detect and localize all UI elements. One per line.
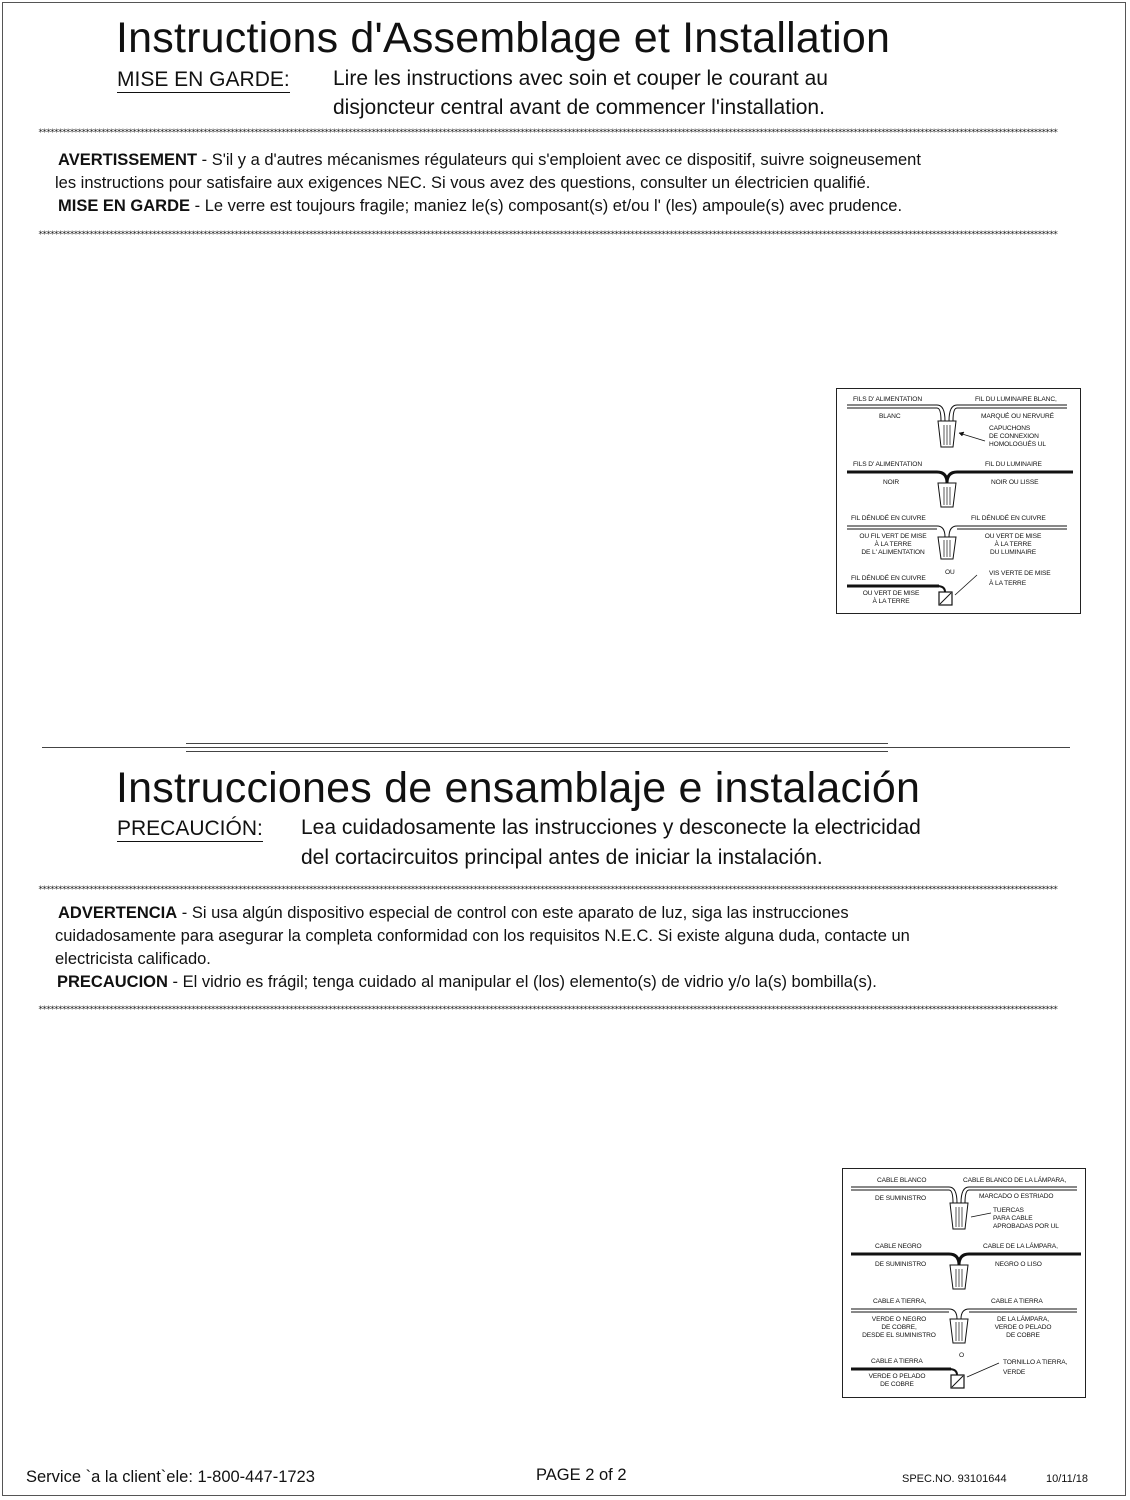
asterisk-separator: ******************************************************************************************************************************************************************************************************************************************************************** xyxy=(38,885,1057,895)
french-wiring-diagram xyxy=(836,388,1081,614)
spanish-caution-line-1: Lea cuidadosamente las instrucciones y desconecte la electricidad xyxy=(301,816,921,839)
diagram-label: OU xyxy=(945,569,955,576)
diagram-label: DU LUMINAIRE xyxy=(989,549,1037,556)
french-warning-line-1: AVERTISSEMENT - S'il y a d'autres mécanismes régulateurs qui s'emploient avec ce dispositif, suivre soigneusement xyxy=(58,151,921,169)
diagram-label: VERDE O PELADO xyxy=(868,1373,926,1380)
diagram-label: OU VERT DE MISE xyxy=(984,533,1042,540)
french-caution-line-1: Lire les instructions avec soin et couper le courant au xyxy=(333,67,828,90)
french-caution-line-2: disjoncteur central avant de commencer l'installation. xyxy=(333,96,825,119)
diagram-label: À LA TERRE xyxy=(874,541,912,548)
diagram-label: VIS VERTE DE MISE xyxy=(989,570,1051,577)
diagram-label: VERDE O PELADO xyxy=(994,1324,1052,1331)
diagram-label: À LA TERRE xyxy=(994,541,1032,548)
diagram-label: NEGRO O LISO xyxy=(995,1261,1042,1268)
spanish-caution-label: PRECAUCIÓN: xyxy=(117,817,263,840)
diagram-label: DE SUMINISTRO xyxy=(875,1195,927,1202)
diagram-label: CABLE BLANCO xyxy=(877,1177,927,1184)
diagram-label: VERDE O NEGRO xyxy=(871,1316,927,1323)
french-glass-caution: MISE EN GARDE - Le verre est toujours fragile; maniez le(s) composant(s) et/ou l' (les) ampoule(s) avec prudence. xyxy=(58,197,903,215)
diagram-label: APROBADAS POR UL xyxy=(993,1223,1059,1230)
diagram-label: FILS D' ALIMENTATION xyxy=(853,396,922,403)
diagram-label: FIL DÉNUDÉ EN CUIVRE xyxy=(851,515,926,522)
diagram-label: FILS D' ALIMENTATION xyxy=(853,461,922,468)
diagram-label: HOMOLOGUÉS UL xyxy=(989,441,1046,448)
diagram-label: NOIR xyxy=(883,479,900,486)
diagram-label: VERDE xyxy=(1003,1369,1026,1376)
diagram-label: À LA TERRE xyxy=(872,598,910,605)
diagram-label: DE SUMINISTRO xyxy=(875,1261,927,1268)
section-divider xyxy=(186,743,888,744)
diagram-label: CABLE A TIERRA xyxy=(991,1298,1043,1305)
diagram-label: BLANC xyxy=(879,413,901,420)
diagram-label: TORNILLO A TIERRA, xyxy=(1003,1359,1068,1366)
diagram-label: DE COBRE xyxy=(1006,1332,1040,1339)
diagram-label: FIL DÉNUDÉ EN CUIVRE xyxy=(851,575,926,582)
diagram-label: DESDE EL SUMINISTRO xyxy=(862,1332,936,1339)
diagram-label: CABLE BLANCO DE LA LÁMPARA, xyxy=(963,1177,1067,1184)
diagram-label: TUERCAS xyxy=(993,1207,1024,1214)
diagram-label: À LA TERRE xyxy=(989,580,1026,587)
document-date: 10/11/18 xyxy=(1046,1473,1089,1485)
asterisk-separator: ******************************************************************************************************************************************************************************************************************************************************************** xyxy=(38,230,1057,240)
diagram-label: OU VERT DE MISE xyxy=(862,590,920,597)
spanish-warning-label: ADVERTENCIA xyxy=(58,904,178,922)
spanish-wiring-diagram xyxy=(842,1168,1086,1398)
diagram-label: CABLE DE LA LÁMPARA, xyxy=(983,1243,1058,1250)
diagram-label: CABLE A TIERRA xyxy=(871,1358,923,1365)
page-number: PAGE 2 of 2 xyxy=(536,1466,627,1484)
diagram-label: CAPUCHONS xyxy=(989,425,1031,432)
diagram-label: FIL DU LUMINAIRE BLANC, xyxy=(975,396,1057,403)
diagram-label: DE L' ALIMENTATION xyxy=(861,549,925,556)
diagram-label: DE COBRE, xyxy=(881,1324,917,1331)
diagram-label: NOIR OU LISSE xyxy=(991,479,1039,486)
spanish-glass-label: PRECAUCION xyxy=(57,973,168,991)
diagram-label: MARQUÉ OU NERVURÉ xyxy=(981,413,1054,420)
spec-number: SPEC.NO. 93101644 xyxy=(902,1473,1007,1485)
spanish-caution-line-2: del cortacircuitos principal antes de iniciar la instalación. xyxy=(301,846,823,869)
diagram-label: DE COBRE xyxy=(880,1381,914,1388)
diagram-label: DE CONNEXION xyxy=(989,433,1039,440)
spanish-glass-caution: PRECAUCION - El vidrio es frágil; tenga cuidado al manipular el (los) elemento(s) de vidrio y/o la(s) bombilla(s). xyxy=(57,973,877,991)
diagram-label: O xyxy=(959,1352,965,1359)
spanish-title: Instrucciones de ensamblaje e instalación xyxy=(116,764,921,812)
diagram-label: DE LA LÁMPARA, xyxy=(997,1316,1049,1323)
french-title: Instructions d'Assemblage et Installation xyxy=(116,14,891,62)
section-divider xyxy=(186,751,888,752)
diagram-label: FIL DU LUMINAIRE xyxy=(985,461,1042,468)
french-warning-label: AVERTISSEMENT xyxy=(58,151,198,169)
french-glass-label: MISE EN GARDE xyxy=(58,197,191,215)
section-divider xyxy=(42,747,1070,748)
customer-service-phone: Service `a la client`ele: 1-800-447-1723 xyxy=(26,1468,315,1486)
french-warning-line-2: les instructions pour satisfaire aux exigences NEC. Si vous avez des questions, consulter un électricien qualifié. xyxy=(55,174,871,192)
spanish-warning-line-1: ADVERTENCIA - Si usa algún dispositivo especial de control con este aparato de luz, siga las instrucciones xyxy=(58,904,849,922)
diagram-label: OU FIL VERT DE MISE xyxy=(859,533,927,540)
asterisk-separator: ******************************************************************************************************************************************************************************************************************************************************************** xyxy=(38,128,1057,138)
diagram-label: PARA CABLE xyxy=(993,1215,1033,1222)
diagram-label: CABLE A TIERRA, xyxy=(873,1298,927,1305)
spanish-warning-line-2: cuidadosamente para asegurar la completa conformidad con los requisitos N.E.C. Si existe alguna duda, contacte un xyxy=(55,927,910,945)
diagram-label: CABLE NEGRO xyxy=(875,1243,922,1250)
spanish-warning-line-3: electricista calificado. xyxy=(55,950,211,968)
french-caution-label: MISE EN GARDE: xyxy=(117,68,290,91)
diagram-label: FIL DÉNUDÉ EN CUIVRE xyxy=(971,515,1046,522)
asterisk-separator: ******************************************************************************************************************************************************************************************************************************************************************** xyxy=(38,1005,1057,1015)
diagram-label: MARCADO O ESTRIADO xyxy=(979,1193,1054,1200)
